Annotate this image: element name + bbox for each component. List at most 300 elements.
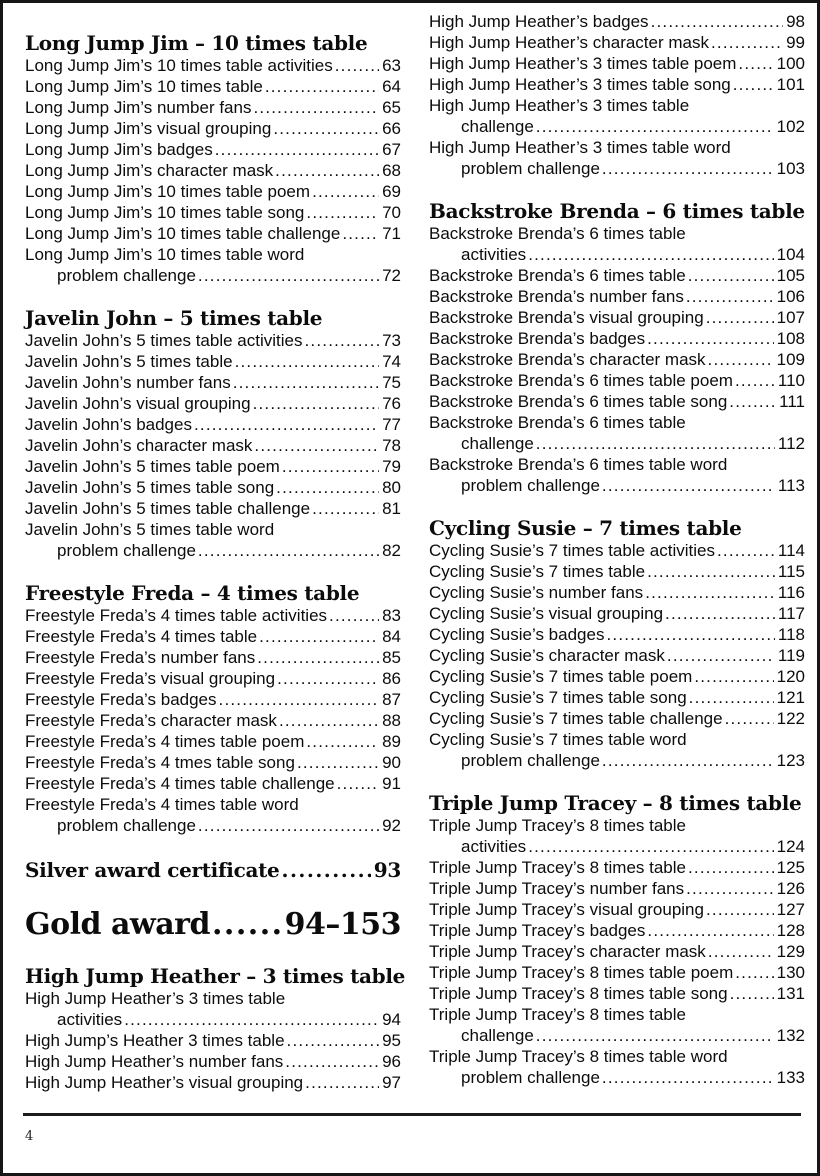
toc-entry-page: 100	[776, 54, 805, 73]
dot-leader	[257, 647, 379, 668]
toc-entry-line	[429, 815, 805, 836]
toc-entry-title: Javelin John’s number fans	[25, 373, 231, 392]
toc-entry-page: 79	[382, 457, 401, 476]
page-number: 4	[25, 1129, 34, 1144]
toc-entry-line	[25, 647, 401, 668]
toc-entry-title: Cycling Susie’s 7 times table word	[429, 730, 687, 749]
toc-entry-line	[429, 666, 805, 687]
toc-entry-page: 125	[776, 858, 805, 877]
toc-entry-page: 83	[382, 606, 401, 625]
toc-entry-title: High Jump Heather’s 3 times table	[25, 989, 286, 1008]
toc-entry-line	[25, 223, 401, 244]
toc-entry-line	[25, 435, 401, 456]
toc-entry-title: Javelin John’s badges	[25, 415, 192, 434]
toc-entry-line	[429, 11, 805, 32]
toc-entry-line	[25, 988, 401, 1009]
toc-entry	[429, 941, 805, 962]
toc-entry	[25, 244, 401, 286]
toc-section	[429, 199, 805, 496]
toc-entry-title-cont: challenge	[461, 1026, 534, 1045]
toc-entry-line-2	[429, 750, 805, 771]
toc-entry	[429, 1046, 805, 1088]
dot-leader	[306, 731, 379, 752]
toc-section	[25, 31, 401, 286]
toc-entry-title-cont: activities	[461, 245, 527, 264]
toc-entry-page: 78	[382, 436, 401, 455]
toc-entry-line	[25, 477, 401, 498]
toc-entry-line	[25, 689, 401, 710]
toc-entry-title: Long Jump Jim’s 10 times table activities	[25, 56, 333, 75]
toc-entry-title-cont: problem challenge	[57, 816, 196, 835]
toc-entry-page: 97	[382, 1073, 401, 1092]
toc-entry-title-cont: problem challenge	[461, 476, 600, 495]
toc-entry-title: Triple Jump Tracey’s number fans	[429, 879, 685, 898]
toc-entry-page: 92	[382, 816, 401, 835]
toc-entry	[429, 307, 805, 328]
award-page: 93	[373, 858, 401, 882]
toc-entry-page: 108	[776, 329, 805, 348]
toc-entry-line	[25, 118, 401, 139]
toc-entry-title: Backstroke Brenda’s 6 times table word	[429, 455, 728, 474]
toc-entry-page: 105	[776, 266, 805, 285]
toc-entry-line	[429, 624, 805, 645]
toc-entry-page: 106	[776, 287, 805, 306]
toc-entry	[429, 137, 805, 179]
toc-entry-title: Freestyle Freda’s 4 times table poem	[25, 732, 305, 751]
award-page: 94–153	[284, 907, 401, 942]
toc-entry-line	[429, 540, 805, 561]
toc-entry-page: 70	[382, 203, 401, 222]
toc-entry-line	[25, 731, 401, 752]
toc-entry-page: 120	[776, 667, 805, 686]
toc-entry-page: 118	[777, 625, 805, 644]
toc-entry	[25, 689, 401, 710]
toc-entry-title-cont: activities	[461, 837, 527, 856]
toc-entry	[25, 668, 401, 689]
toc-entry-title: Freestyle Freda’s visual grouping	[25, 669, 276, 688]
dot-leader	[219, 689, 380, 710]
toc-entry-line	[25, 244, 401, 265]
toc-entry	[25, 139, 401, 160]
toc-entry-line	[429, 265, 805, 286]
dot-leader	[647, 920, 773, 941]
toc-entry	[25, 605, 401, 626]
footer-rule	[23, 1113, 801, 1116]
toc-entry-page: 73	[382, 331, 401, 350]
toc-entry	[429, 223, 805, 265]
toc-entry	[25, 372, 401, 393]
dot-leader	[647, 561, 775, 582]
toc-entry-title: Cycling Susie’s 7 times table	[429, 562, 646, 581]
toc-entry-title-cont: activities	[57, 1010, 123, 1029]
toc-entry-line	[25, 351, 401, 372]
toc-entry-title-cont: problem challenge	[57, 266, 196, 285]
toc-entry	[429, 708, 805, 729]
toc-entry	[25, 223, 401, 244]
toc-entry-title: Javelin John’s character mask	[25, 436, 253, 455]
dot-leader	[730, 983, 774, 1004]
toc-section	[25, 581, 401, 836]
toc-entry-line	[25, 181, 401, 202]
toc-entry-line	[25, 202, 401, 223]
toc-entry	[429, 687, 805, 708]
toc-entry	[429, 582, 805, 603]
dot-leader	[305, 330, 380, 351]
toc-entry-page: 74	[382, 352, 401, 371]
toc-entry-line	[25, 414, 401, 435]
toc-entry	[25, 330, 401, 351]
toc-entry-line-2	[25, 540, 401, 561]
toc-entry-title: High Jump Heather’s number fans	[25, 1052, 284, 1071]
toc-entry-line	[25, 626, 401, 647]
toc-entry-line	[25, 372, 401, 393]
toc-entry	[25, 118, 401, 139]
toc-entry-page: 77	[382, 415, 401, 434]
toc-entry-page: 124	[776, 837, 805, 856]
toc-entry-page: 109	[776, 350, 805, 369]
toc-entry-page: 80	[382, 478, 401, 497]
toc-entry-title: High Jump Heather’s 3 times table poem	[429, 54, 737, 73]
toc-entry-title: Javelin John’s 5 times table activities	[25, 331, 303, 350]
toc-entry-title: High Jump Heather’s 3 times table word	[429, 138, 731, 157]
dot-leader	[733, 74, 774, 95]
toc-entry-line	[429, 1004, 805, 1025]
toc-entry-line	[429, 137, 805, 158]
dot-leader	[259, 626, 379, 647]
toc-entry-page: 117	[777, 604, 805, 623]
toc-entry-title: High Jump Heather’s 3 times table	[429, 96, 690, 115]
toc-entry	[25, 55, 401, 76]
toc-entry	[25, 456, 401, 477]
dot-leader	[212, 906, 282, 944]
toc-entry	[25, 794, 401, 836]
toc-entry	[429, 561, 805, 582]
dot-leader	[282, 456, 379, 477]
toc-column-left	[25, 11, 406, 1093]
toc-entry-line	[429, 286, 805, 307]
toc-entry-line	[429, 708, 805, 729]
toc-entry-title: Triple Jump Tracey’s 8 times table song	[429, 984, 728, 1003]
toc-entry-line	[429, 582, 805, 603]
toc-entry-title: Triple Jump Tracey’s 8 times table	[429, 858, 686, 877]
toc-entry-line	[25, 139, 401, 160]
dot-leader	[717, 540, 775, 561]
toc-entry	[429, 878, 805, 899]
toc-entry-line	[25, 1072, 401, 1093]
toc-entry-line	[429, 962, 805, 983]
toc-entry-title: Long Jump Jim’s 10 times table poem	[25, 182, 311, 201]
dot-leader	[194, 414, 379, 435]
toc-entry-page: 86	[382, 669, 401, 688]
dot-leader	[602, 1067, 774, 1088]
toc-entry	[429, 454, 805, 496]
toc-entry-page: 104	[776, 245, 805, 264]
toc-entry-page: 116	[777, 583, 805, 602]
dot-leader	[254, 435, 379, 456]
dot-leader	[686, 878, 774, 899]
toc-entry-line	[429, 941, 805, 962]
dot-leader	[337, 773, 379, 794]
toc-entry-title: Backstroke Brenda’s number fans	[429, 287, 684, 306]
toc-entry	[25, 1072, 401, 1093]
dot-leader	[273, 118, 379, 139]
toc-entry-page: 88	[382, 711, 401, 730]
toc-entry-title: Long Jump Jim’s number fans	[25, 98, 252, 117]
toc-entry-line	[25, 498, 401, 519]
toc-entry-page: 87	[382, 690, 401, 709]
toc-entry-line	[25, 456, 401, 477]
toc-entry	[429, 349, 805, 370]
toc-entry	[25, 988, 401, 1030]
toc-entry-title: Cycling Susie’s visual grouping	[429, 604, 664, 623]
toc-entry-line	[25, 605, 401, 626]
dot-leader	[329, 605, 379, 626]
dot-leader	[725, 708, 774, 729]
dot-leader	[279, 710, 379, 731]
dot-leader	[729, 391, 776, 412]
toc-entry	[25, 647, 401, 668]
toc-entry-title: Long Jump Jim’s 10 times table	[25, 77, 263, 96]
toc-section-heading: Freestyle Freda – 4 times table	[25, 581, 360, 605]
dot-leader	[198, 265, 379, 286]
toc-entry-line	[429, 561, 805, 582]
toc-entry-title: High Jump Heather’s character mask	[429, 33, 709, 52]
toc-entry-page: 127	[776, 900, 805, 919]
dot-leader	[305, 1072, 379, 1093]
toc-entry-line	[429, 1046, 805, 1067]
toc-entry-title-cont: problem challenge	[461, 159, 600, 178]
toc-section-heading: Cycling Susie – 7 times table	[429, 516, 742, 540]
toc-entry-page: 131	[776, 984, 805, 1003]
toc-entry-line-2	[429, 1067, 805, 1088]
toc-entry-line	[25, 1030, 401, 1051]
toc-entry-page: 94	[382, 1010, 401, 1029]
dot-leader	[647, 328, 774, 349]
dot-leader	[536, 1025, 774, 1046]
toc-entry-line	[429, 223, 805, 244]
toc-entry-line	[429, 370, 805, 391]
dot-leader	[276, 477, 379, 498]
toc-entry	[429, 645, 805, 666]
toc-entry	[25, 519, 401, 561]
dot-leader	[342, 223, 379, 244]
toc-entry-line-2	[429, 433, 805, 454]
toc-entry-line	[429, 74, 805, 95]
toc-entry-title-cont: problem challenge	[57, 541, 196, 560]
toc-entry-page: 101	[776, 75, 805, 94]
toc-entry-line-2	[25, 265, 401, 286]
toc-entry-title: Freestyle Freda’s 4 times table challenge	[25, 774, 335, 793]
toc-entry-line	[25, 330, 401, 351]
toc-entry-title: Long Jump Jim’s 10 times table challenge	[25, 224, 341, 243]
toc-entry-title: Cycling Susie’s 7 times table poem	[429, 667, 693, 686]
toc-entry-page: 91	[382, 774, 401, 793]
toc-entry-page: 85	[382, 648, 401, 667]
toc-entry-page: 63	[382, 56, 401, 75]
toc-entry	[429, 265, 805, 286]
toc-entry-page: 128	[776, 921, 805, 940]
toc-entry	[25, 626, 401, 647]
toc-entry-title: Backstroke Brenda’s 6 times table poem	[429, 371, 733, 390]
toc-entry	[25, 773, 401, 794]
dot-leader	[738, 53, 773, 74]
toc-entry-page: 90	[382, 753, 401, 772]
toc-entry-page: 67	[382, 140, 401, 159]
toc-entry-line	[429, 687, 805, 708]
toc-entry-page: 102	[776, 117, 805, 136]
toc-entry-page: 66	[382, 119, 401, 138]
toc-entry	[429, 666, 805, 687]
toc-section	[429, 791, 805, 1088]
toc-entry-page: 126	[776, 879, 805, 898]
toc-entry-title: High Jump Heather’s visual grouping	[25, 1073, 304, 1092]
toc-entry-page: 68	[382, 161, 401, 180]
toc-entry-title: Javelin John’s 5 times table song	[25, 478, 275, 497]
toc-entry-page: 103	[776, 159, 805, 178]
toc-entry	[25, 1030, 401, 1051]
toc-entry	[429, 920, 805, 941]
dot-leader	[711, 32, 783, 53]
toc-entry-line-2	[429, 158, 805, 179]
toc-entry	[429, 74, 805, 95]
toc-entry-title: Freestyle Freda’s character mask	[25, 711, 277, 730]
toc-section-heading: Long Jump Jim – 10 times table	[25, 31, 368, 55]
toc-entry-line	[25, 97, 401, 118]
toc-entry-page: 64	[382, 77, 401, 96]
toc-entry-line-2	[429, 1025, 805, 1046]
dot-leader	[536, 116, 774, 137]
toc-entry-title: Triple Jump Tracey’s badges	[429, 921, 646, 940]
dot-leader	[706, 899, 774, 920]
dot-leader	[688, 265, 774, 286]
toc-entry-title: Backstroke Brenda’s badges	[429, 329, 646, 348]
toc-entry-title: Cycling Susie’s 7 times table song	[429, 688, 687, 707]
dot-leader	[688, 857, 774, 878]
toc-entry	[25, 752, 401, 773]
toc-entry-title: Javelin John’s 5 times table	[25, 352, 233, 371]
toc-entry-page: 89	[382, 732, 401, 751]
toc-entry-title: Freestyle Freda’s badges	[25, 690, 217, 709]
toc-entry	[429, 328, 805, 349]
dot-leader	[602, 158, 774, 179]
dot-leader	[645, 582, 775, 603]
toc-entry-title: Freestyle Freda’s 4 tmes table song	[25, 753, 295, 772]
toc-entry-line-2	[429, 116, 805, 137]
dot-leader	[287, 1030, 380, 1051]
award-line	[25, 906, 401, 944]
toc-entry-title: Long Jump Jim’s 10 times table song	[25, 203, 305, 222]
dot-leader	[198, 815, 379, 836]
dot-leader	[602, 750, 774, 771]
toc-entry-line	[429, 878, 805, 899]
toc-entry-line	[25, 160, 401, 181]
dot-leader	[667, 645, 775, 666]
toc-entry	[25, 160, 401, 181]
toc-entry-page: 69	[382, 182, 401, 201]
toc-entry-page: 71	[382, 224, 401, 243]
dot-leader	[277, 668, 379, 689]
toc-entry-title: Freestyle Freda’s 4 times table	[25, 627, 258, 646]
toc-entry-title: Freestyle Freda’s 4 times table word	[25, 795, 299, 814]
toc-entry-line-2	[25, 1009, 401, 1030]
toc-entry-title: Backstroke Brenda’s character mask	[429, 350, 706, 369]
toc-entry-page: 75	[382, 373, 401, 392]
toc-entry-title: Backstroke Brenda’s 6 times table	[429, 266, 686, 285]
toc-entry	[429, 899, 805, 920]
dot-leader	[606, 624, 774, 645]
toc-entry-line	[25, 393, 401, 414]
award-title: Gold award	[25, 907, 210, 942]
toc-section-heading: Javelin John – 5 times table	[25, 306, 323, 330]
toc-section-heading: Triple Jump Tracey – 8 times table	[429, 791, 802, 815]
toc-entry	[25, 393, 401, 414]
toc-entry	[429, 729, 805, 771]
dot-leader	[708, 941, 774, 962]
toc-entry	[25, 731, 401, 752]
toc-entry-title: Long Jump Jim’s visual grouping	[25, 119, 272, 138]
toc-entry-title: Long Jump Jim’s character mask	[25, 161, 274, 180]
toc-entry-page: 114	[777, 541, 805, 560]
toc-entry	[429, 603, 805, 624]
toc-entry-line	[25, 519, 401, 540]
toc-entry-page: 84	[382, 627, 401, 646]
toc-entry	[25, 1051, 401, 1072]
toc-entry-line	[25, 55, 401, 76]
dot-leader	[124, 1009, 379, 1030]
toc-entry	[25, 435, 401, 456]
toc-entry-page: 99	[786, 33, 805, 52]
toc-entry-line-2	[429, 836, 805, 857]
toc-column-right	[429, 11, 805, 1093]
toc-entry	[429, 11, 805, 32]
toc-entry	[25, 202, 401, 223]
toc-entry-title: Triple Jump Tracey’s 8 times table	[429, 816, 686, 835]
toc-entry-title: High Jump Heather’s 3 times table song	[429, 75, 731, 94]
toc-entry	[429, 391, 805, 412]
toc-section	[429, 516, 805, 771]
dot-leader	[335, 55, 379, 76]
toc-entry-page: 129	[776, 942, 805, 961]
toc-section	[25, 906, 401, 944]
toc-entry-line	[429, 391, 805, 412]
toc-entry-page: 82	[382, 541, 401, 560]
toc-entry-title: Triple Jump Tracey’s 8 times table word	[429, 1047, 728, 1066]
dot-leader	[215, 139, 379, 160]
toc-entry-line	[429, 412, 805, 433]
toc-entry-title-cont: problem challenge	[461, 1068, 600, 1087]
toc-entry-page: 95	[382, 1031, 401, 1050]
toc-entry	[429, 370, 805, 391]
dot-leader	[708, 349, 774, 370]
toc-entry-line	[429, 920, 805, 941]
toc-entry-title-cont: problem challenge	[461, 751, 600, 770]
toc-entry-line	[429, 328, 805, 349]
toc-entry-page: 107	[776, 308, 805, 327]
toc-entry-page: 96	[382, 1052, 401, 1071]
toc-entry-title: High Jump’s Heather 3 times table	[25, 1031, 285, 1050]
toc-section	[25, 858, 401, 882]
toc-entry-page: 123	[776, 751, 805, 770]
toc-entry-page: 65	[382, 98, 401, 117]
toc-entry-line	[25, 710, 401, 731]
dot-leader	[235, 351, 380, 372]
toc-entry-line	[429, 307, 805, 328]
dot-leader	[285, 1051, 379, 1072]
toc-entry-page: 113	[777, 476, 805, 495]
toc-entry-title: Freestyle Freda’s number fans	[25, 648, 256, 667]
toc-entry-title: Javelin John’s 5 times table challenge	[25, 499, 311, 518]
toc-entry-line	[429, 349, 805, 370]
